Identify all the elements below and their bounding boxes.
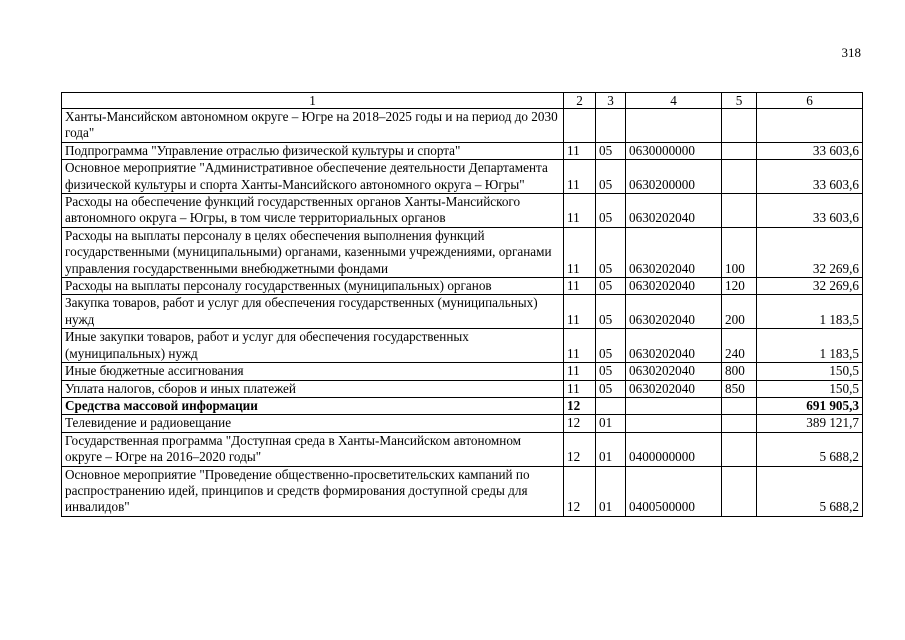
- row-target-code-cell: [626, 397, 722, 414]
- row-subsection-cell: 05: [596, 295, 626, 329]
- table-row: [62, 160, 863, 194]
- row-subsection-cell: 01: [596, 432, 626, 466]
- row-name-cell: Уплата налогов, сборов и иных платежей: [62, 380, 564, 397]
- row-expense-type-cell: [722, 194, 757, 228]
- row-amount-cell: 32 269,6: [757, 278, 863, 295]
- table-row: [62, 278, 863, 295]
- row-section-cell: 12: [564, 397, 596, 414]
- row-target-code-cell: 0630202040: [626, 295, 722, 329]
- row-target-code-cell: 0630202040: [626, 227, 722, 277]
- row-name-cell: Иные закупки товаров, работ и услуг для обеспечения государственных (муниципальных) нужд: [62, 329, 564, 363]
- column-header-5: 5: [722, 93, 757, 109]
- row-name-cell: Подпрограмма "Управление отраслью физической культуры и спорта": [62, 142, 564, 159]
- table-row: [62, 194, 863, 228]
- table-body: [62, 109, 863, 517]
- row-amount-cell: 150,5: [757, 363, 863, 380]
- row-amount-cell: 1 183,5: [757, 295, 863, 329]
- row-subsection-cell: [596, 397, 626, 414]
- row-amount-cell: [757, 109, 863, 143]
- table-row: [62, 109, 863, 143]
- row-name-cell: Ханты-Мансийском автономном округе – Югре на 2018–2025 годы и на период до 2030 года": [62, 109, 564, 143]
- row-target-code-cell: 0630200000: [626, 160, 722, 194]
- row-expense-type-cell: [722, 109, 757, 143]
- row-expense-type-cell: 200: [722, 295, 757, 329]
- row-subsection-cell: 05: [596, 380, 626, 397]
- row-subsection-cell: 05: [596, 227, 626, 277]
- row-subsection-cell: [596, 109, 626, 143]
- row-target-code-cell: [626, 415, 722, 432]
- row-section-cell: 11: [564, 194, 596, 228]
- row-subsection-cell: 01: [596, 415, 626, 432]
- row-section-cell: [564, 109, 596, 143]
- row-expense-type-cell: [722, 397, 757, 414]
- row-subsection-cell: 05: [596, 194, 626, 228]
- table-row: [62, 380, 863, 397]
- row-subsection-cell: 05: [596, 278, 626, 295]
- column-header-6: 6: [757, 93, 863, 109]
- row-target-code-cell: 0400000000: [626, 432, 722, 466]
- row-name-cell: Иные бюджетные ассигнования: [62, 363, 564, 380]
- row-subsection-cell: 05: [596, 363, 626, 380]
- row-subsection-cell: 01: [596, 466, 626, 516]
- row-amount-cell: 33 603,6: [757, 160, 863, 194]
- row-expense-type-cell: [722, 415, 757, 432]
- row-subsection-cell: 05: [596, 142, 626, 159]
- row-subsection-cell: 05: [596, 160, 626, 194]
- row-target-code-cell: 0630202040: [626, 363, 722, 380]
- row-section-cell: 12: [564, 432, 596, 466]
- row-section-cell: 11: [564, 227, 596, 277]
- row-expense-type-cell: 800: [722, 363, 757, 380]
- row-name-cell: Расходы на обеспечение функций государственных органов Ханты-Мансийского автономного округа – Югры, в том числе территориальных органов: [62, 194, 564, 228]
- row-amount-cell: 5 688,2: [757, 466, 863, 516]
- budget-table: [61, 92, 863, 517]
- row-amount-cell: 5 688,2: [757, 432, 863, 466]
- row-target-code-cell: 0630202040: [626, 329, 722, 363]
- row-section-cell: 11: [564, 380, 596, 397]
- row-section-cell: 11: [564, 160, 596, 194]
- row-subsection-cell: 05: [596, 329, 626, 363]
- table-row: [62, 432, 863, 466]
- row-amount-cell: 33 603,6: [757, 142, 863, 159]
- row-section-cell: 12: [564, 466, 596, 516]
- row-amount-cell: 150,5: [757, 380, 863, 397]
- row-expense-type-cell: [722, 142, 757, 159]
- row-expense-type-cell: 850: [722, 380, 757, 397]
- row-expense-type-cell: [722, 466, 757, 516]
- row-expense-type-cell: 100: [722, 227, 757, 277]
- table-row: [62, 415, 863, 432]
- table-header-row: [62, 93, 863, 109]
- row-section-cell: 11: [564, 363, 596, 380]
- table-row: [62, 397, 863, 414]
- row-target-code-cell: 0400500000: [626, 466, 722, 516]
- row-expense-type-cell: [722, 432, 757, 466]
- row-section-cell: 11: [564, 278, 596, 295]
- row-name-cell: Расходы на выплаты персоналу государственных (муниципальных) органов: [62, 278, 564, 295]
- table-row: [62, 466, 863, 516]
- column-header-2: 2: [564, 93, 596, 109]
- row-name-cell: Основное мероприятие "Проведение общественно-просветительских кампаний по распространению идей, принципов и средств формирования доступной среды для инвалидов": [62, 466, 564, 516]
- row-expense-type-cell: [722, 160, 757, 194]
- table-row: [62, 329, 863, 363]
- row-amount-cell: 33 603,6: [757, 194, 863, 228]
- table-row: [62, 142, 863, 159]
- row-section-cell: 11: [564, 295, 596, 329]
- row-name-cell: Основное мероприятие "Административное обеспечение деятельности Департамента физической культуры и спорта Ханты-Мансийского автономного округа – Югры": [62, 160, 564, 194]
- row-amount-cell: 32 269,6: [757, 227, 863, 277]
- row-name-cell: Закупка товаров, работ и услуг для обеспечения государственных (муниципальных) нужд: [62, 295, 564, 329]
- row-target-code-cell: [626, 109, 722, 143]
- row-target-code-cell: 0630202040: [626, 380, 722, 397]
- row-target-code-cell: 0630202040: [626, 278, 722, 295]
- row-section-cell: 12: [564, 415, 596, 432]
- table-row: [62, 363, 863, 380]
- column-header-1: 1: [62, 93, 564, 109]
- row-expense-type-cell: 240: [722, 329, 757, 363]
- table-row: [62, 227, 863, 277]
- row-name-cell: Расходы на выплаты персоналу в целях обеспечения выполнения функций государственными (муниципальными) органами, казенными учреждениями, органами управления государственными внебюджетными фондами: [62, 227, 564, 277]
- row-name-cell: Телевидение и радиовещание: [62, 415, 564, 432]
- row-section-cell: 11: [564, 329, 596, 363]
- row-name-cell: Государственная программа "Доступная среда в Ханты-Мансийском автономном округе – Югре на 2016–2020 годы": [62, 432, 564, 466]
- row-target-code-cell: 0630000000: [626, 142, 722, 159]
- column-header-3: 3: [596, 93, 626, 109]
- row-target-code-cell: 0630202040: [626, 194, 722, 228]
- row-amount-cell: 389 121,7: [757, 415, 863, 432]
- row-expense-type-cell: 120: [722, 278, 757, 295]
- row-section-cell: 11: [564, 142, 596, 159]
- row-amount-cell: 691 905,3: [757, 397, 863, 414]
- page-number: 318: [841, 45, 861, 60]
- table-row: [62, 295, 863, 329]
- column-header-4: 4: [626, 93, 722, 109]
- row-amount-cell: 1 183,5: [757, 329, 863, 363]
- row-name-cell: Средства массовой информации: [62, 397, 564, 414]
